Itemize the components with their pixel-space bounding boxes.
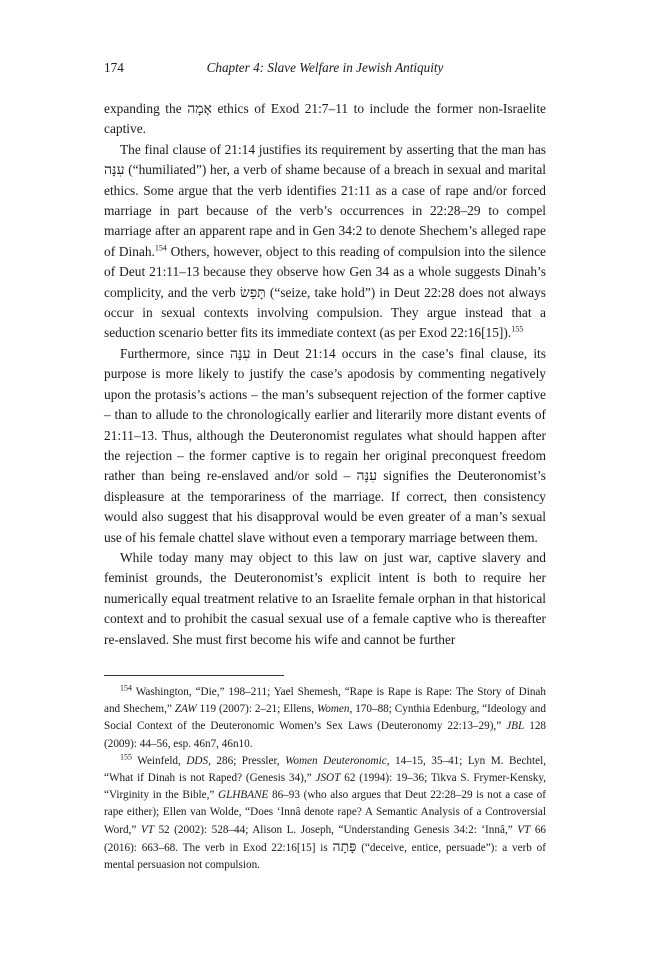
italic-title: Women bbox=[316, 703, 350, 716]
text-span: 52 (2002): 528–44; Alison L. Joseph, “Understanding Genesis 34:2: ‘Innâ,” bbox=[153, 823, 518, 836]
footnote-154 bbox=[104, 684, 546, 753]
italic-title: JSOT bbox=[315, 772, 341, 785]
paragraph-2 bbox=[104, 140, 546, 344]
hebrew-word: פָּתָה bbox=[332, 838, 357, 855]
hebrew-word: עִנָּה bbox=[356, 468, 378, 485]
text-span: (“deceive, entice, persuade”): a verb of mental persuasion not compulsion. bbox=[104, 841, 547, 872]
text-span: Others, however, object to this reading of compulsion into the silence of Deut 21:11–13 because they observe how Gen 34 as a whole suggests Dinah’s complicity, and the verb bbox=[104, 243, 547, 300]
hebrew-word: עִנָּה bbox=[104, 162, 125, 179]
hebrew-word: תָּפַשׂ bbox=[239, 284, 266, 301]
footnote-number: 155 bbox=[120, 752, 132, 762]
text-span: Furthermore, since bbox=[120, 345, 230, 361]
italic-title: VT bbox=[140, 823, 154, 836]
italic-title: VT bbox=[517, 823, 531, 836]
text-span: in Deut 21:14 occurs in the case’s final clause, its purpose is more likely to justify the case’s apodosis by commenting negatively upon the protasis’s actions – the man’s subsequent rejection of the former captive – than to allude to the chronologically earlier and literarily more distant events of 21:11–13. Thus, although the Deuteronomist regulates what should happen after the rejection – the former captive is to regain her original preconquest freedom rather than being re-enslaved and/or sold – bbox=[104, 345, 546, 484]
text-span: , 14–15, 35–41; Lyn M. Bechtel, “What if Dinah is not Raped? (Genesis 34),” bbox=[104, 754, 547, 785]
italic-title: DDS bbox=[186, 754, 209, 767]
footnote-divider bbox=[104, 675, 284, 676]
italic-title: Women Deuteronomic bbox=[285, 754, 387, 767]
text-span: Washington, “Die,” 198–211; Yael Shemesh, “Rape is Rape is Rape: The Story of Dinah and Shechem,” bbox=[104, 686, 546, 716]
text-span: 62 (1994): 19–36; Tikva S. Frymer-Kensky, “Virginity in the Bible,” bbox=[104, 772, 546, 802]
text-span: , 170–88; Cynthia Edenburg, “Ideology and Social Context of the Deuteronomic Women’s Sex Laws (Deuteronomy 22:13–29),” bbox=[104, 703, 546, 733]
text-span: Weinfeld, bbox=[132, 754, 187, 767]
text-span: signifies the Deuteronomist’s displeasure at the temporariness of the marriage. If correct, then consistency would also suggest that his disapproval would be even greater of a man’s sexual use of his female chattel slave without even a temporary marriage between them. bbox=[104, 468, 546, 545]
text-span: The final clause of 21:14 justifies its requirement by asserting that the man has bbox=[120, 141, 546, 157]
body-text bbox=[104, 99, 546, 650]
text-span: (“seize, take hold”) in Deut 22:28 does not always occur in sexual contexts involving compulsion. They argue instead that a seduction scenario better fits its immediate context (as per Exod 22:16[15]). bbox=[104, 284, 546, 341]
paragraph-3 bbox=[104, 344, 546, 548]
text-span: 128 (2009): 44–56, esp. 46n7, 46n10. bbox=[104, 720, 547, 750]
footnote-number: 154 bbox=[120, 683, 132, 693]
running-title: Chapter 4: Slave Welfare in Jewish Antiquity bbox=[206, 60, 444, 75]
text-span: 66 (2016): 663–68. The verb in Exod 22:16[15] is bbox=[104, 823, 547, 854]
footnote-ref-155[interactable]: 155 bbox=[511, 325, 524, 334]
paragraph-4: While today many may object to this law on just war, captive slavery and feminist grounds, the Deuteronomist’s explicit intent is both to require her numerically equal treatment relative to an Israelite female orphan in that historical context and to prohibit the casual sexual use of a female captive who is thereafter re-enslaved. She must first become his wife and cannot be further bbox=[104, 549, 546, 647]
page-number: 174 bbox=[104, 60, 124, 75]
hebrew-word: עִנָּה bbox=[229, 345, 251, 362]
italic-title: GLHBANE bbox=[218, 789, 269, 802]
text-span: 86–93 (who also argues that Deut 22:28–29 is not a case of rape either); Ellen van Wolde, “Does ‘Innâ denote rape? A Semantic Analysis of a Controversial Word,” bbox=[104, 789, 546, 836]
footnote-ref-154[interactable]: 154 bbox=[154, 243, 167, 253]
text-span: ethics of Exod 21:7–11 to include the former non-Israelite captive. bbox=[104, 101, 546, 137]
text-span: 119 (2007): 2–21; Ellens, bbox=[196, 703, 317, 716]
footnotes bbox=[104, 684, 546, 874]
paragraph-1 bbox=[104, 99, 546, 140]
text-span: , 286; Pressler, bbox=[208, 754, 286, 767]
italic-title: ZAW bbox=[174, 703, 197, 716]
italic-title: JBL bbox=[506, 720, 525, 733]
footnote-155 bbox=[104, 753, 546, 874]
running-header bbox=[104, 60, 546, 82]
text-span: (“humiliated”) her, a verb of shame because of a breach in sexual and marital ethics. Some argue that the verb identifies 21:11 as a case of rape and/or forced marriage in part because of the verb’s occurrences in 22:28–29 to compel marriage after an apparent rape and in Gen 34:2 to denote Shechem’s alleged rape of Dinah. bbox=[104, 162, 546, 259]
hebrew-word: אָמָה bbox=[187, 101, 212, 117]
text-span: expanding the bbox=[104, 101, 188, 116]
